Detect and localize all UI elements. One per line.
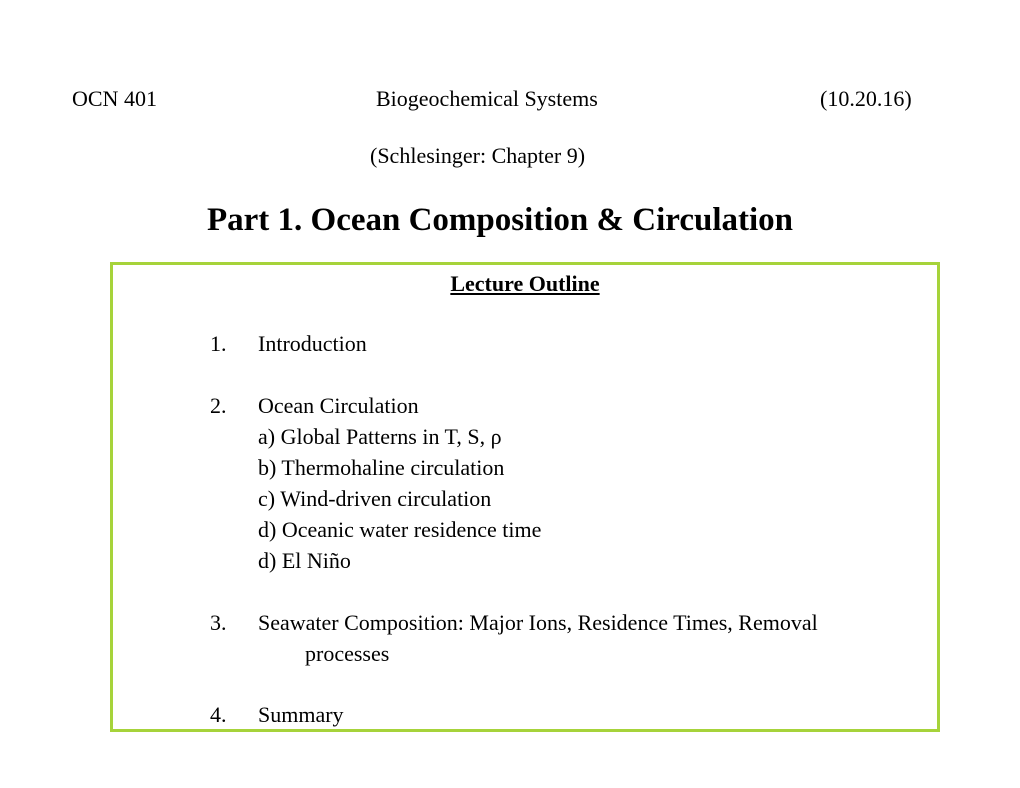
outline-subitem: d) Oceanic water residence time <box>258 517 542 542</box>
page-title: Part 1. Ocean Composition & Circulation <box>206 202 794 238</box>
outline-item-continuation: processes <box>305 641 390 666</box>
outline-item-label: Summary <box>258 702 344 727</box>
outline-subitem: c) Wind-driven circulation <box>258 486 492 511</box>
outline-subitem: d) El Niño <box>258 548 351 573</box>
course-subject: Biogeochemical Systems <box>376 86 598 111</box>
outline-item-number: 3. <box>210 610 227 635</box>
lecture-date: (10.20.16) <box>820 86 912 111</box>
outline-item-label: Seawater Composition: Major Ions, Residence Times, Removal <box>258 610 818 635</box>
outline-item-number: 4. <box>210 702 227 727</box>
outline-heading: Lecture Outline <box>450 271 600 296</box>
outline-item-number: 2. <box>210 393 227 418</box>
outline-item-label: Ocean Circulation <box>258 393 419 418</box>
textbook-reference: (Schlesinger: Chapter 9) <box>370 143 586 168</box>
outline-item-label: Introduction <box>258 331 367 356</box>
course-code: OCN 401 <box>72 86 157 111</box>
outline-subitem: b) Thermohaline circulation <box>258 455 505 480</box>
outline-subitem: a) Global Patterns in T, S, ρ <box>258 424 502 449</box>
lecture-outline-box <box>110 262 940 732</box>
outline-item-number: 1. <box>210 331 227 356</box>
